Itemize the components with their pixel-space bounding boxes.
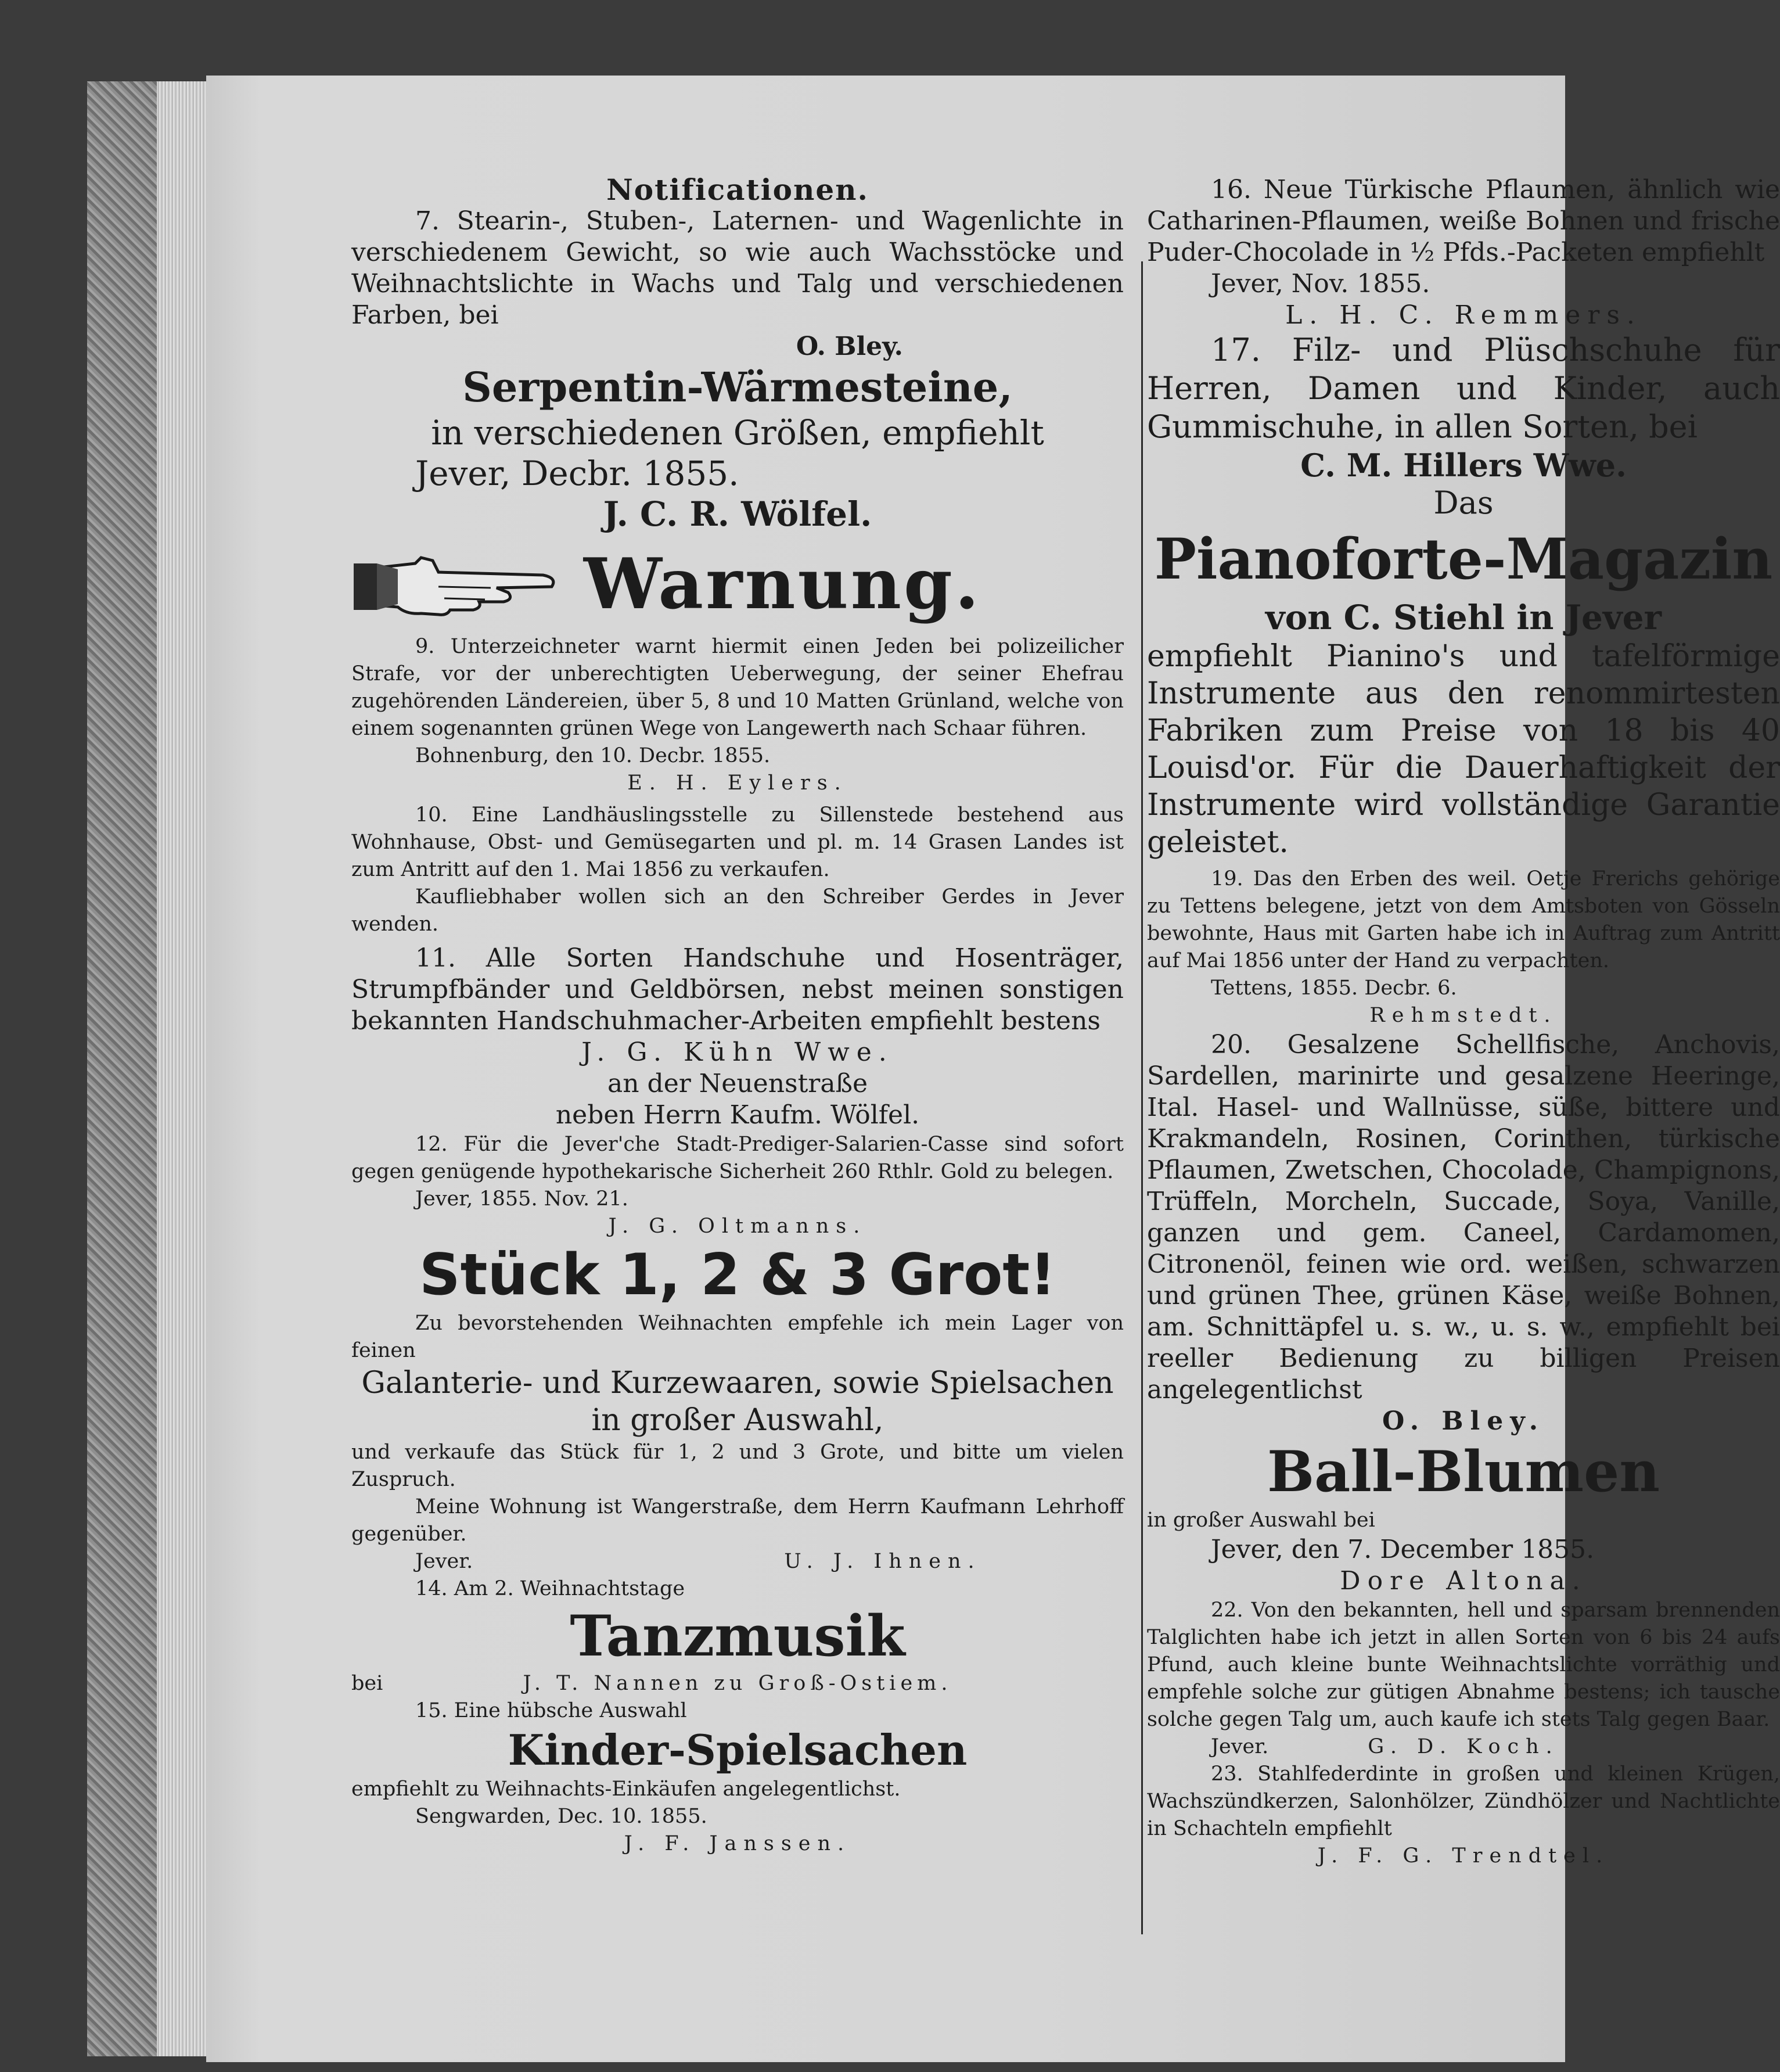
notice-18-das: Das	[1433, 484, 1494, 521]
notice-14-title: Tanzmusik	[570, 1603, 905, 1669]
left-column	[351, 174, 1124, 1858]
notice-9-signature: E. H. Eylers.	[627, 771, 848, 795]
notice-8-dateline: Jever, Decbr. 1855.	[415, 454, 739, 493]
notice-18-title: Pianoforte-Magazin	[1154, 526, 1773, 592]
notice-16-text: 16. Neue Türkische Pflaumen, ähnlich wie Catharinen-Pflaumen, weiße Bohnen und frische Puder-Chocolade in ½ Pfds.-Packeten empfiehlt	[1147, 175, 1780, 267]
notice-18	[1147, 484, 1780, 861]
notice-13-signature: U. J. Ihnen.	[784, 1550, 981, 1573]
notice-21-dateline: Jever, den 7. December 1855.	[1211, 1535, 1595, 1564]
notice-22-text: 22. Von den bekannten, hell und sparsam brennenden Talglichten habe ich jetzt in allen Sorten von 6 bis 24 aufs Pfund, auch kleine bunte Weihnachtslichte vorräthig und empfehle solche zur gütigen Abnahme bestens; ich tausche solche gegen Talg um, auch kaufe ich stets Talg gegen Baar.	[1147, 1599, 1780, 1731]
notice-13-place: Jever.	[415, 1550, 473, 1573]
notice-12-text: 12. Für die Jever'che Stadt-Prediger-Salarien-Casse sind sofort gegen genügende hypothekarische Sicherheit 260 Rthlr. Gold zu belegen.	[351, 1133, 1124, 1183]
notice-8	[351, 362, 1124, 534]
notice-12	[351, 1131, 1124, 1240]
notice-19-dateline: Tettens, 1855. Decbr. 6.	[1211, 976, 1457, 1000]
notice-15-dateline: Sengwarden, Dec. 10. 1855.	[415, 1805, 707, 1828]
notice-11-address2: neben Herrn Kaufm. Wölfel.	[555, 1100, 920, 1130]
notice-11-signature: J. G. Kühn Wwe.	[581, 1037, 894, 1067]
notice-20-signature: O. Bley.	[1382, 1406, 1545, 1436]
notice-9-dateline: Bohnenburg, den 10. Decbr. 1855.	[415, 744, 771, 767]
notice-17-text: 17. Filz- und Plüschschuhe für Herren, Damen und Kinder, auch Gummischuhe, in allen Sorten, bei	[1147, 332, 1780, 445]
notice-8-signature: J. C. R. Wölfel.	[603, 494, 872, 534]
notice-13-text2: Meine Wohnung ist Wangerstraße, dem Herrn Kaufmann Lehrhoff gegenüber.	[351, 1495, 1124, 1546]
notice-17	[1147, 331, 1780, 484]
notice-9	[351, 534, 1124, 797]
notice-15-signature: J. F. Janssen.	[624, 1832, 851, 1855]
notice-7-signature: O. Bley.	[796, 332, 903, 361]
notice-15-text: empfiehlt zu Weihnachts-Einkäufen angelegentlichst.	[351, 1777, 901, 1801]
notice-14-bei: bei	[351, 1672, 383, 1695]
notice-10	[351, 802, 1124, 938]
pointing-hand-icon	[351, 546, 572, 622]
notice-19-text: 19. Das den Erben des weil. Oetje Frerichs gehörige zu Tettens belegene, jetzt von dem Amtsboten von Gösseln bewohnte, Haus mit Garten habe ich in Auftrag zum Antritt auf Mai 1856 unter der Hand zu verpachten.	[1147, 867, 1780, 972]
notice-19	[1147, 866, 1780, 1029]
notice-20-text: 20. Gesalzene Schellfische, Anchovis, Sardellen, marinirte und gesalzene Heeringe, Ital. Hasel- und Wallnüsse, süße, bittere und Krakmandeln, Rosinen, Corinthen, türkische Pflaumen, Zwetschen, Chocolade, Champignons, Trüffeln, Morcheln, Succade, Soya, Vanille, ganzen und gem. Caneel, Cardamomen, Citronenöl, feinen wie ord. weißen, schwarzen und grünen Thee, grünen Käse, weiße Bohnen, am. Schnittäpfel u. s. w., u. s. w., empfiehlt bei reeller Bedienung zu billigen Preisen angelegentlichst	[1147, 1030, 1780, 1405]
notice-13-headline: Galanterie- und Kurzewaaren, sowie Spielsachen in großer Auswahl,	[361, 1366, 1114, 1438]
page-edges	[157, 81, 209, 2056]
notice-7-text: 7. Stearin-, Stuben-, Laternen- und Wagenlichte in verschiedenem Gewicht, so wie auch Wachsstöcke und Weihnachtslichte in Wachs und Talg und verschiedenen Farben, bei	[351, 206, 1124, 330]
notice-21-line1: in großer Auswahl bei	[1147, 1509, 1375, 1532]
book-spine	[87, 81, 159, 2056]
notice-15-title: Kinder-Spielsachen	[508, 1725, 968, 1775]
notice-18-from: von C. Stiehl in Jever	[1265, 598, 1662, 637]
newspaper-page	[206, 76, 1780, 2062]
notice-11	[351, 943, 1124, 1131]
notice-16-signature: L. H. C. Remmers.	[1285, 300, 1642, 330]
notice-9-title: Warnung.	[584, 543, 981, 625]
notice-20	[1147, 1029, 1780, 1437]
notice-13-text: und verkaufe das Stück für 1, 2 und 3 Grote, und bitte um vielen Zuspruch.	[351, 1441, 1124, 1491]
right-column	[1147, 174, 1780, 1870]
notice-19-signature: Rehmstedt.	[1369, 1004, 1558, 1027]
notice-22	[1147, 1597, 1780, 1761]
notice-23-text: 23. Stahlfederdinte in großen und kleinen Krügen, Wachszündkerzen, Salonhölzer, Zündhölzer und Nachtlichte in Schachteln empfiehlt	[1147, 1762, 1780, 1840]
notice-18-text: empfiehlt Pianino's und tafelförmige Instrumente aus den renommirtesten Fabriken zum Preise von 18 bis 40 Louisd'or. Für die Dauerhaftigkeit der Instrumente wird vollständige Garantie geleistet.	[1147, 639, 1780, 860]
notice-15	[351, 1697, 1124, 1858]
notice-21-title: Ball-Blumen	[1267, 1439, 1660, 1504]
notice-23	[1147, 1761, 1780, 1870]
notice-21-signature: Dore Altona.	[1340, 1566, 1587, 1596]
notice-14-intro: 14. Am 2. Weihnachtstage	[415, 1577, 685, 1600]
notice-7	[351, 206, 1124, 362]
notice-12-signature: J. G. Oltmanns.	[608, 1215, 867, 1238]
notice-10-text: 10. Eine Landhäuslingsstelle zu Sillenstede bestehend aus Wohnhause, Obst- und Gemüsegarten und pl. m. 14 Grasen Landes ist zum Antritt auf den 1. Mai 1856 zu verkaufen.	[351, 803, 1124, 881]
notice-10-text2: Kaufliebhaber wollen sich an den Schreiber Gerdes in Jever wenden.	[351, 885, 1124, 936]
notice-13-intro: Zu bevorstehenden Weihnachten empfehle ich mein Lager von feinen	[351, 1312, 1124, 1362]
notice-8-title: Serpentin-Wärmesteine,	[462, 363, 1013, 411]
notice-15-intro: 15. Eine hübsche Auswahl	[415, 1699, 687, 1722]
notice-17-signature: C. M. Hillers Wwe.	[1300, 447, 1627, 484]
column-divider	[1141, 261, 1143, 1934]
notice-16-dateline: Jever, Nov. 1855.	[1211, 269, 1430, 299]
notice-23-signature: J. F. G. Trendtel.	[1317, 1844, 1610, 1868]
notice-9-text: 9. Unterzeichneter warnt hiermit einen Jeden bei polizeilicher Strafe, vor der unberechtigten Ueberwegung, der seiner Ehefrau zugehörenden Ländereien, über 5, 8 und 10 Matten Grünland, welche von einem sogenannten grünen Wege von Langewerth nach Schaar führen.	[351, 635, 1124, 740]
notice-21	[1147, 1437, 1780, 1597]
notice-11-text: 11. Alle Sorten Handschuhe und Hosenträger, Strumpfbänder und Geldbörsen, nebst meinen sonstigen bekannten Handschuhmacher-Arbeiten empfiehlt bestens	[351, 943, 1124, 1036]
notice-22-signature: G. D. Koch.	[1368, 1735, 1559, 1758]
notice-16	[1147, 174, 1780, 331]
notice-12-dateline: Jever, 1855. Nov. 21.	[415, 1187, 628, 1211]
notice-22-place: Jever.	[1211, 1735, 1269, 1758]
notice-11-address1: an der Neuenstraße	[607, 1069, 868, 1098]
notice-8-line2: in verschiedenen Größen, empfiehlt	[431, 413, 1044, 453]
warning-header	[351, 534, 1124, 633]
notice-13	[351, 1240, 1124, 1575]
notice-13-title: Stück 1, 2 & 3 Grot!	[419, 1242, 1056, 1308]
section-heading: Notificationen.	[606, 173, 869, 207]
notice-14-signature: J. T. Nannen zu Groß-Ostiem.	[523, 1672, 952, 1695]
notice-14	[351, 1575, 1124, 1697]
